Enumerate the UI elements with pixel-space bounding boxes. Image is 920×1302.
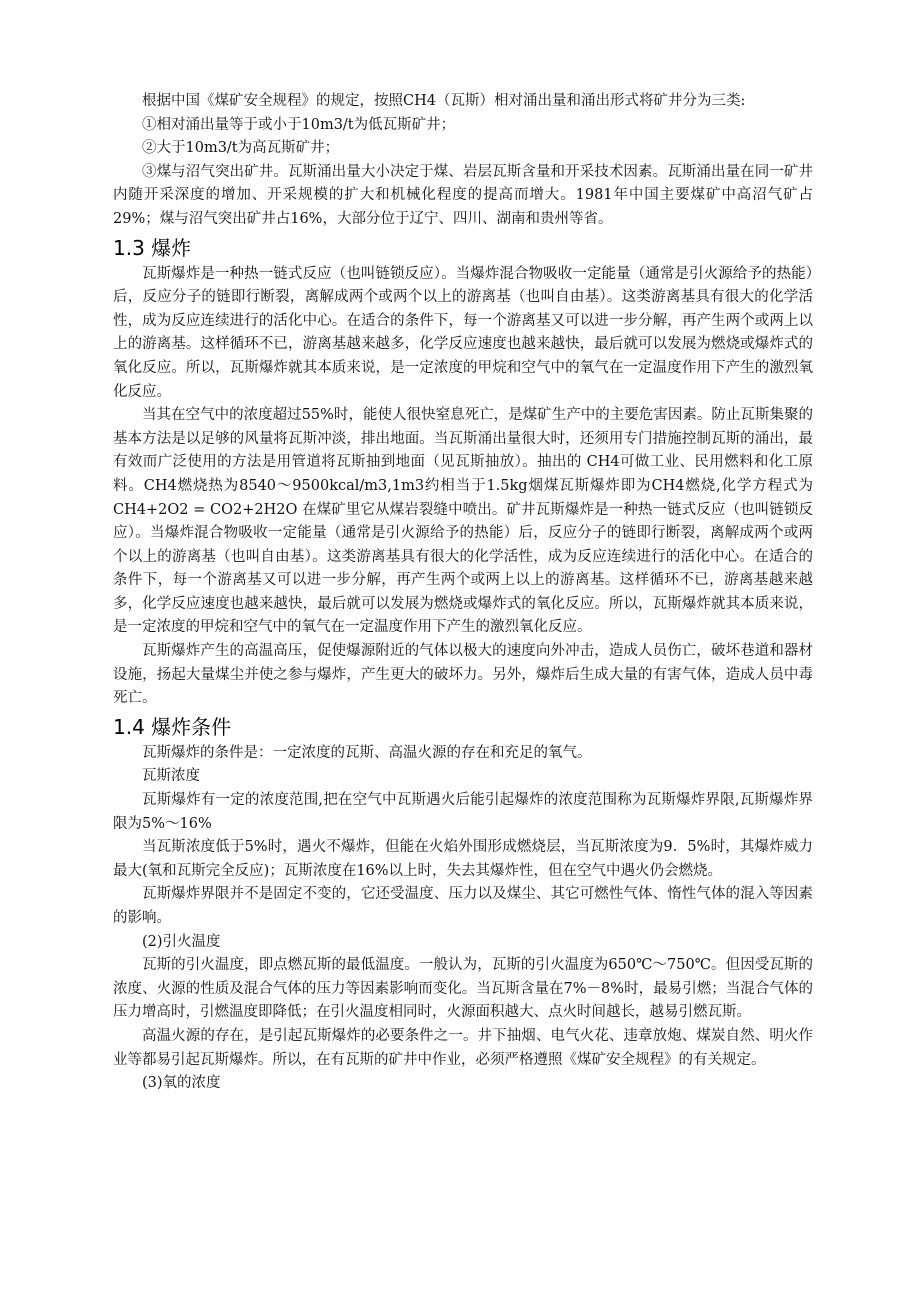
subheading-gas-concentration: 瓦斯浓度 <box>142 768 200 785</box>
paragraph-heat-sources: 高温火源的存在，是引起瓦斯爆炸的必要条件之一。井下抽烟、电气火花、违章放炮、煤炭自然、明火作业等都易引起瓦斯爆炸。所以，在有瓦斯的矿井中作业，必须严格遵照《煤矿安全规程》的有关规定。 <box>113 1027 813 1068</box>
list-item-outburst: ③煤与沼气突出矿井。瓦斯涌出量大小决定于煤、岩层瓦斯含量和开采技术因素。瓦斯涌出量在同一矿井内随开采深度的增加、开采规模的扩大和机械化程度的提高而增大。1981年中国主要煤矿中高沼气矿占29%；煤与沼气突出矿井占16%，大部分位于辽宁、四川、湖南和贵州等省。 <box>113 163 813 227</box>
section-heading-explosion-conditions: 1.4 爆炸条件 <box>113 714 232 739</box>
section-heading-explosion: 1.3 爆炸 <box>113 235 192 260</box>
document-page <box>113 90 813 1096</box>
paragraph-explosion-damage: 瓦斯爆炸产生的高温高压，促使爆源附近的气体以极大的速度向外冲击，造成人员伤亡，破坏巷道和器材设施，扬起大量煤尘并使之参与爆炸，产生更大的破坏力。另外，爆炸后生成大量的有害气体，造成人员中毒死亡。 <box>113 643 813 707</box>
subheading-ignition-temperature: (2)引火温度 <box>142 933 221 950</box>
paragraph-chain-reaction: 瓦斯爆炸是一种热一链式反应（也叫链锁反应）。当爆炸混合物吸收一定能量（通常是引火源给予的热能）后，反应分子的链即行断裂，离解成两个或两个以上的游离基（也叫自由基）。这类游离基具有很大的化学活性，成为反应连续进行的活化中心。在适合的条件下，每一个游离基又可以进一步分解，再产生两个或两上以上的游离基。这样循环不已，游离基越来越多，化学反应速度也越来越快，最后就可以发展为燃烧或爆炸式的氧化反应。所以，瓦斯爆炸就其本质来说，是一定浓度的甲烷和空气中的氧气在一定温度作用下产生的激烈氧化反应。 <box>113 265 813 400</box>
paragraph-conditions: 瓦斯爆炸的条件是：一定浓度的瓦斯、高温火源的存在和充足的氧气。 <box>142 744 592 761</box>
list-item-high-gas: ②大于10m3/t为高瓦斯矿井； <box>142 140 340 157</box>
list-item-low-gas: ①相对涌出量等于或小于10m3/t为低瓦斯矿井； <box>142 116 456 133</box>
paragraph-ignition-temperature: 瓦斯的引火温度，即点燃瓦斯的最低温度。一般认为，瓦斯的引火温度为650℃～750℃。但因受瓦斯的浓度、火源的性质及混合气体的压力等因素影响而变化。当瓦斯含量在7%－8%时，最易引燃；当混合气体的压力增高时，引燃温度即降低；在引火温度相同时，火源面积越大、点火时间越长，越易引燃瓦斯。 <box>113 957 813 1021</box>
paragraph-explosion-limits: 瓦斯爆炸有一定的浓度范围,把在空气中瓦斯遇火后能引起爆炸的浓度范围称为瓦斯爆炸界限,瓦斯爆炸界限为5%～16% <box>113 792 813 832</box>
paragraph-concentration-effects: 当瓦斯浓度低于5%时，遇火不爆炸，但能在火焰外围形成燃烧层，当瓦斯浓度为9．5%时，其爆炸威力最大(氧和瓦斯完全反应)；瓦斯浓度在16%以上时，失去其爆炸性，但在空气中遇火仍会燃烧。 <box>113 839 813 879</box>
paragraph-concentration-hazard: 当其在空气中的浓度超过55%时，能使人很快窒息死亡，是煤矿生产中的主要危害因素。防止瓦斯集聚的基本方法是以足够的风量将瓦斯冲淡，排出地面。当瓦斯涌出量很大时，还须用专门措施控制瓦斯的涌出，最有效而广泛使用的方法是用管道将瓦斯抽到地面（见瓦斯抽放）。抽出的 CH4可做工业、民用燃料和化工原料。CH4燃烧热为8540～9500kcal/m3,1m3约相当于1.5kg烟煤瓦斯爆炸即为CH4燃烧,化学方程式为CH4+2O2 = CO2+2H2O 在煤矿里它从煤岩裂缝中喷出。矿井瓦斯爆炸是一种热一链式反应（也叫链锁反应）。当爆炸混合物吸收一定能量（通常是引火源给予的热能）后，反应分子的链即行断裂，离解成两个或两个以上的游离基（也叫自由基）。这类游离基具有很大的化学活性，成为反应连续进行的活化中心。在适合的条件下，每一个游离基又可以进一步分解，再产生两个或两上以上的游离基。这样循环不已，游离基越来越多，化学反应速度也越来越快，最后就可以发展为燃烧或爆炸式的氧化反应。所以，瓦斯爆炸就其本质来说，是一定浓度的甲烷和空气中的氧气在一定温度作用下产生的激烈氧化反应。 <box>113 407 813 636</box>
paragraph-limit-factors: 瓦斯爆炸界限并不是固定不变的，它还受温度、压力以及煤尘、其它可燃性气体、惰性气体的混入等因素的影响。 <box>113 886 813 926</box>
intro-paragraph: 根据中国《煤矿安全规程》的规定，按照CH4（瓦斯）相对涌出量和涌出形式将矿井分为三类: <box>142 93 746 109</box>
subheading-oxygen-concentration: (3)氧的浓度 <box>142 1075 221 1092</box>
